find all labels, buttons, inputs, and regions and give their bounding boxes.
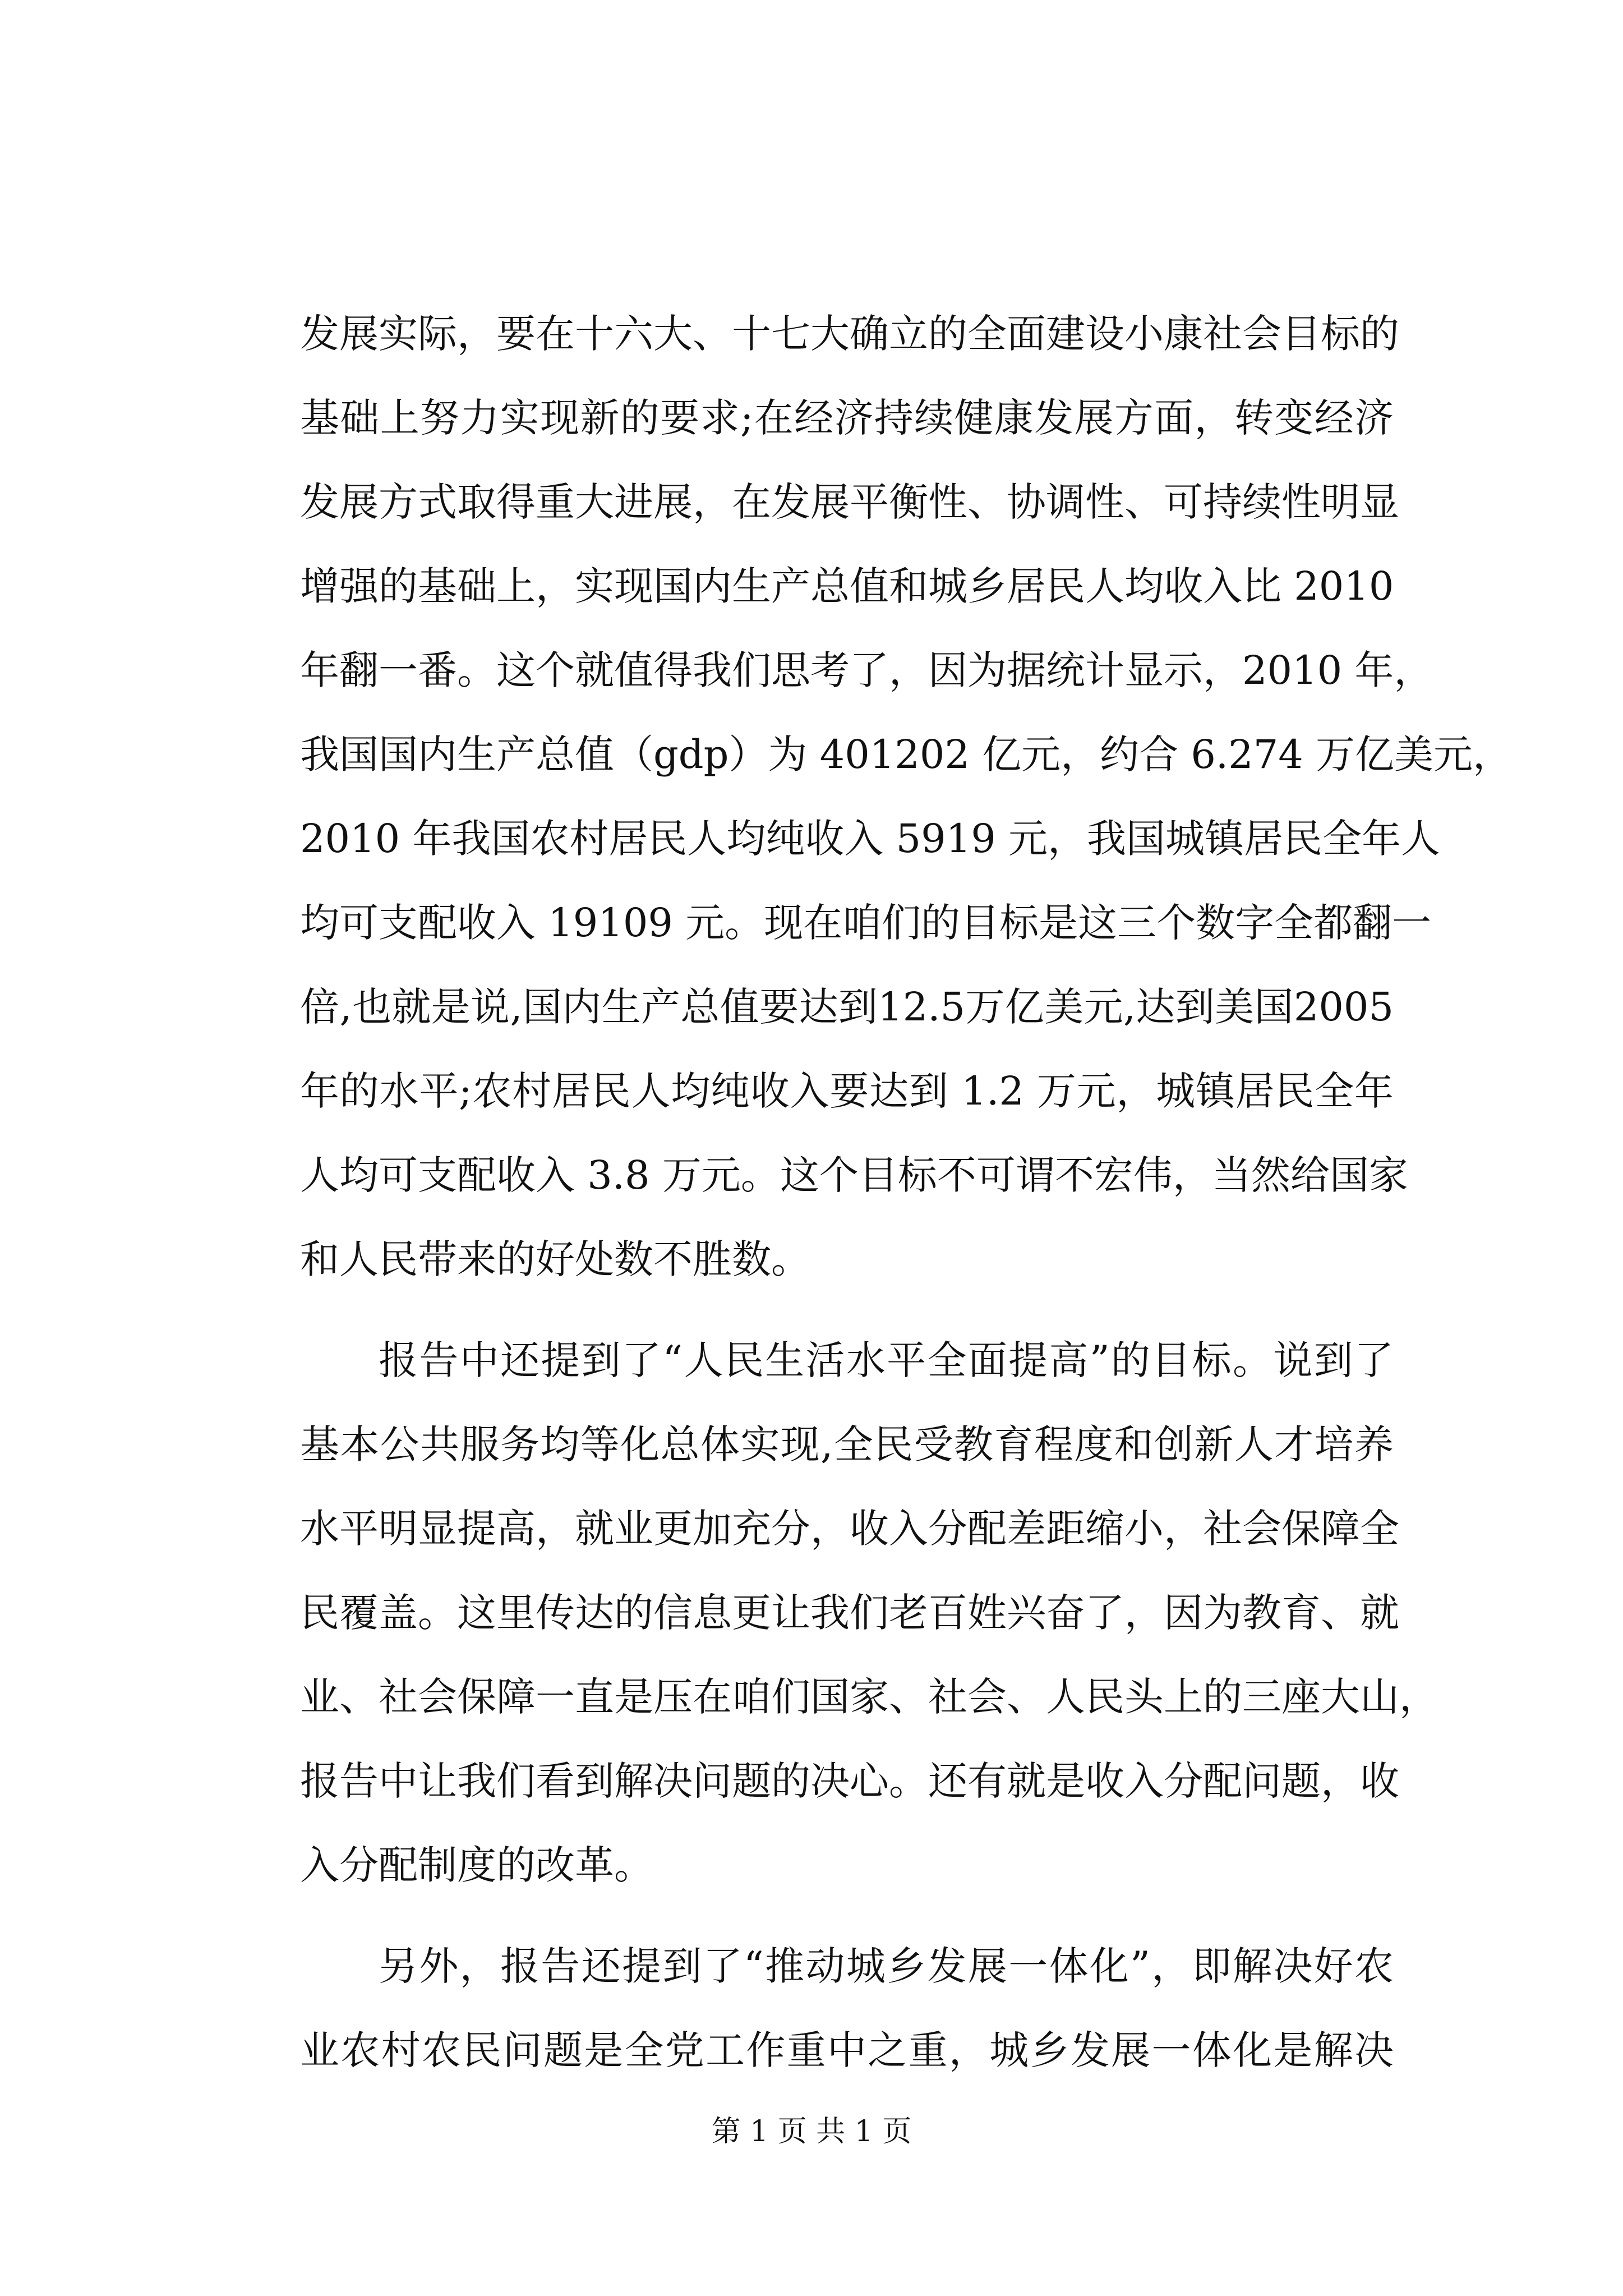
paragraph-2-line-1: 报告中还提到了“人民生活水平全面提高”的目标。说到了 <box>379 1337 1394 1383</box>
paragraph-2-line-7: 入分配制度的改革。 <box>300 1842 653 1888</box>
paragraph-1-line-1: 发展实际，要在十六大、十七大确立的全面建设小康社会目标的 <box>300 311 1399 357</box>
paragraph-1-line-7: 2010 年我国农村居民人均纯收入 5919 元，我国城镇居民全年人 <box>300 816 1441 862</box>
paragraph-1-line-6: 我国国内生产总值（gdp）为 401202 亿元，约合 6.274 万亿美元， <box>300 731 1513 777</box>
paragraph-2-line-3: 水平明显提高，就业更加充分，收入分配差距缩小，社会保障全 <box>300 1506 1399 1552</box>
paragraph-1-line-3: 发展方式取得重大进展，在发展平衡性、协调性、可持续性明显 <box>300 479 1399 525</box>
page-number-label: 第 1 页 共 1 页 <box>711 2115 912 2148</box>
paragraph-1-line-8: 均可支配收入 19109 元。现在咱们的目标是这三个数字全都翻一 <box>300 900 1432 946</box>
page-footer <box>0 2115 1623 2148</box>
paragraph-2-line-6: 报告中让我们看到解决问题的决心。还有就是收入分配问题，收 <box>300 1758 1399 1804</box>
paragraph-1-line-10: 年的水平;农村居民人均纯收入要达到 1.2 万元，城镇居民全年 <box>300 1068 1394 1114</box>
paragraph-1-line-5: 年翻一番。这个就值得我们思考了，因为据统计显示，2010 年， <box>300 647 1433 693</box>
paragraph-2-line-4: 民覆盖。这里传达的信息更让我们老百姓兴奋了，因为教育、就 <box>300 1590 1399 1636</box>
paragraph-2-line-5: 业、社会保障一直是压在咱们国家、社会、人民头上的三座大山， <box>300 1674 1438 1720</box>
paragraph-1-line-12: 和人民带来的好处数不胜数。 <box>300 1236 810 1282</box>
paragraph-3-line-1: 另外，报告还提到了“推动城乡发展一体化”，即解决好农 <box>379 1943 1394 1989</box>
paragraph-2-line-2: 基本公共服务均等化总体实现,全民受教育程度和创新人才培养 <box>300 1421 1394 1467</box>
paragraph-1-line-11: 人均可支配收入 3.8 万元。这个目标不可谓不宏伟，当然给国家 <box>300 1152 1408 1198</box>
paragraph-1-line-2: 基础上努力实现新的要求;在经济持续健康发展方面，转变经济 <box>300 395 1394 441</box>
paragraph-1-line-9: 倍,也就是说,国内生产总值要达到12.5万亿美元,达到美国2005 <box>300 984 1394 1030</box>
paragraph-3-line-2: 业农村农民问题是全党工作重中之重，城乡发展一体化是解决 <box>300 2027 1394 2073</box>
document-body <box>300 292 1513 2092</box>
paragraph-1-line-4: 增强的基础上，实现国内生产总值和城乡居民人均收入比 2010 <box>300 563 1394 609</box>
